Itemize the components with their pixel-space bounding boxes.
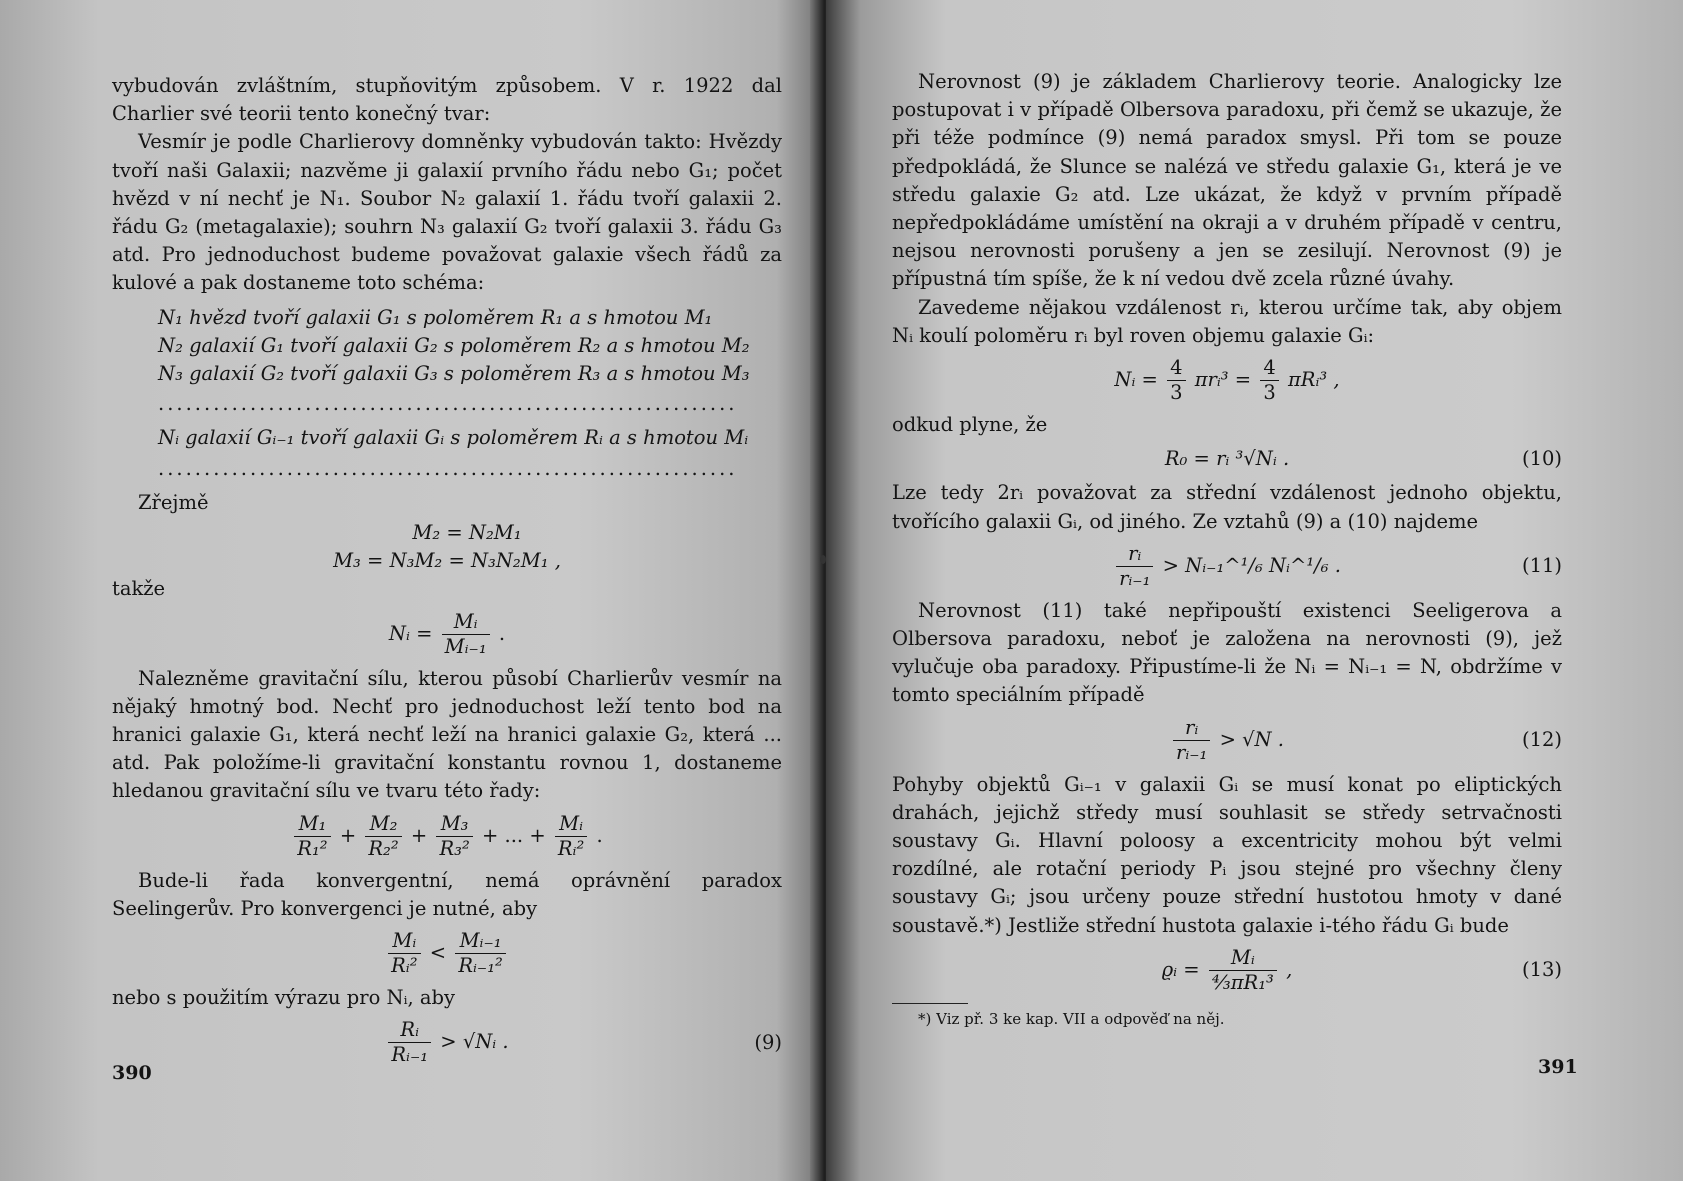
denominator: 3 [1263,381,1276,405]
ellipsis-sign: + ... + [481,823,546,847]
eq-ni-lhs: Nᵢ = [388,621,433,645]
numerator: M₂ [365,812,401,837]
numerator: M₁ [294,812,330,837]
denominator: rᵢ₋₁ [1119,566,1151,590]
numerator: 4 [1260,356,1278,381]
r-ratio-fraction [388,1018,431,1067]
fraction-denominator: Mᵢ₋₁ [444,634,487,658]
denominator: Rᵢ² [557,836,585,860]
equation-ni: Nᵢ = $\frac{\text{Mᵢ}}{\text{Mᵢ₋₁}}$ . [388,609,506,658]
schema-row: N₃ galaxií G₂ tvoří galaxii G₃ s poloměrem R₃ a s hmotou M₃ [158,362,750,386]
footnote-rule [892,1003,968,1004]
plus-sign: + [410,823,428,847]
denominator: R₂² [368,836,399,860]
left-page-text [112,72,782,1073]
inequality-mass [112,929,782,978]
numerator: rᵢ [1173,716,1210,741]
r-ratio-fraction [1173,716,1210,765]
rhs-fraction [455,929,506,978]
denominator: ⁴⁄₃πR₁³ [1211,970,1274,994]
volume-equation [892,356,1562,405]
eq13-end: , [1286,957,1293,981]
dot-leader: ............................................................... [158,456,738,480]
denominator: R₁² [297,836,328,860]
ni-paragraph: nebo s použitím výrazu pro Nᵢ, aby [112,986,456,1010]
paper-speck [820,555,826,564]
r-ratio-fraction [1116,542,1153,591]
numerator: 4 [1167,356,1185,381]
schema-row: Nᵢ galaxií Gᵢ₋₁ tvoří galaxii Gᵢ s poloměrem Rᵢ a s hmotou Mᵢ [158,426,749,450]
eq11-rhs: > Nᵢ₋₁^¹/₆ Nᵢ^¹/₆ . [1162,553,1341,577]
distance-paragraph-2: Lze tedy 2rᵢ považovat za střední vzdálenost jednoho objektu, tvořícího galaxii Gᵢ, od jiného. Ze vztahů (9) a (10) najdeme [892,481,1562,533]
four-thirds-fraction [1260,356,1278,405]
odkud-label: odkud plyne, že [892,413,1048,437]
lhs-fraction [388,929,420,978]
olbers-paragraph: Nerovnost (9) je základem Charlierovy teorie. Analogicky lze postupovat i v případě Olbersova paradoxu, při čemž se ukazuje, že při téže podmínce (9) nemá paradox smysl. Při tom se pouze předpokládá, že Slunce se nalézá ve středu galaxie G₁, která je ve středu galaxie G₂ atd. Lze ukázat, že když v prvním případě nepředpokládáme umístění na okraji a v druhém případě v centru, nejsou nerovnosti porušeny a jen se zesilují. Nerovnost (9) je přípustná tím spíše, že k ní vedou dvě zcela různé úvahy. [892,70,1562,291]
eq-lhs: Nᵢ = [1114,368,1158,392]
series-term-1 [294,812,330,861]
numerator: Mᵢ [1209,946,1277,971]
hierarchy-schema-general [158,424,782,452]
numerator: rᵢ [1116,542,1153,567]
distance-paragraph: Zavedeme nějakou vzdálenost rᵢ, kterou určíme tak, aby objem Nᵢ koulí poloměru rᵢ byl roven objemu galaxie Gᵢ: [892,295,1562,347]
fraction-numerator: Mᵢ [442,610,490,635]
equation-m2: M₂ = N₂M₁ [412,521,522,545]
denominator: Rᵢ₋₁ [391,1043,429,1067]
seeliger-paragraph: Nerovnost (11) také nepřipouští existenci Seeligerova a Olbersova paradoxu, neboť je založena na nerovnosti (9), jež vylučuje oba paradoxy. Připustíme-li že Nᵢ = Nᵢ₋₁ = N, obdržíme v tomto speciálním případě [892,598,1562,707]
four-thirds-fraction [1167,356,1185,405]
model-paragraph: Vesmír je podle Charlierovy domněnky vybudován takto: Hvězdy tvoří naši Galaxii; nazvěme ji galaxií prvního řádu nebo G₁; počet hvězd v ní nechť je N₁. Soubor N₂ galaxií 1. řádu tvoří galaxii 2. řádu G₂ (metagalaxie); souhrn N₃ galaxií G₂ tvoří galaxii 3. řádu G₃ atd. Pro jednoduchost budeme považovat galaxie všech řádů za kulové a pak dostaneme toto schéma: [112,130,782,295]
equation-13 [892,946,1562,995]
denominator: rᵢ₋₁ [1176,740,1208,764]
equation-number-9: (9) [754,1030,782,1054]
series-term-2 [365,812,401,861]
numerator: Mᵢ [555,812,587,837]
inequality-rhs: > √Nᵢ . [440,1030,509,1054]
schema-row: N₁ hvězd tvoří galaxii G₁ s poloměrem R₁ a s hmotou M₁ [158,305,713,329]
eq10-body: R₀ = rᵢ ³√Nᵢ . [1164,447,1290,471]
equation-number-13: (13) [1521,958,1562,982]
force-paragraph: Nalezněme gravitační sílu, kterou působí Charlierův vesmír na nějaký hmotný bod. Nechť pro jednoduchost leží tento bod na hranici galaxie G₁, která nechť leží na hranici galaxie G₂, která ... atd. Pak položíme-li gravitační konstantu rovnou 1, dostaneme hledanou gravitační sílu ve tvaru této řady: [112,666,782,803]
numerator: Mᵢ [388,929,420,954]
eq-end: πRᵢ³ , [1287,368,1340,392]
right-page-text [892,68,1562,1001]
schema-row: N₂ galaxií G₁ tvoří galaxii G₂ s poloměrem R₂ a s hmotou M₂ [158,333,750,357]
eq-ni-fraction [442,610,490,659]
eq-middle: πrᵢ³ = [1194,368,1252,392]
inequality-9 [112,1018,782,1067]
orbits-paragraph: Pohyby objektů Gᵢ₋₁ v galaxii Gᵢ se musí konat po eliptických drahách, jejichž středy musí souhlasit se středy setrvačnosti soustavy Gᵢ. Hlavní poloosy a excentricity mohou být velmi rozdílné, ale rotační periody Pᵢ jsou stejné pro všechny členy soustavy Gᵢ; jsou určeny pouze střední hustotou hmoty v dané soustavě.*) Jestliže střední hustota galaxie i-tého řádu Gᵢ bude [892,772,1562,937]
page-number-right: 391 [1538,1056,1578,1078]
equation-11 [892,542,1562,591]
eq13-lhs: ϱᵢ = [1161,957,1200,981]
series-equation: $\frac{\text{M₁}}{\text{R₁²}}$ + $\frac{\text{M₂}}{\text{R₂²}}$ + $\frac{\text{M₃}}{\text{R₃²}}$ + ... + $\frac{\text{Mᵢ}}{\text{Rᵢ²}}$ . [112,812,782,861]
denominator: R₃² [439,836,470,860]
equation-number-11: (11) [1521,554,1562,578]
equation-number-12: (12) [1521,728,1562,752]
less-than-sign: < [429,941,447,965]
zrejme-label: Zřejmě [138,490,209,514]
equation-12 [892,716,1562,765]
series-term-i [555,812,587,861]
density-fraction [1209,946,1277,995]
left-page [0,0,826,1181]
numerator: Rᵢ [388,1018,431,1043]
plus-sign: + [339,823,357,847]
takze-label: takže [112,577,166,601]
equation-m3: M₃ = N₃M₂ = N₃N₂M₁ , [333,549,561,573]
denominator: 3 [1170,381,1183,405]
footnote: *) Viz př. 3 ke kap. VII a odpověď na něj. [918,1010,1225,1028]
right-page [826,0,1683,1181]
hierarchy-schema [158,304,782,389]
intro-paragraph: vybudován zvláštním, stupňovitým způsobem. V r. 1922 dal Charlier své teorii tento konečný tvar: [112,74,782,126]
eq12-rhs: > √N . [1219,727,1284,751]
denominator: Rᵢ₋₁² [458,954,503,978]
dot-leader: ............................................................... [158,392,738,416]
equation-number-10: (10) [1521,447,1562,471]
convergence-paragraph: Bude-li řada konvergentní, nemá oprávnění paradox Seelingerův. Pro konvergenci je nutné, aby [112,868,782,920]
denominator: Rᵢ² [391,954,418,978]
series-term-3 [436,812,472,861]
equation-10 [892,445,1562,473]
numerator: M₃ [436,812,472,837]
numerator: Mᵢ₋₁ [455,929,506,954]
page-number-left: 390 [112,1062,152,1084]
